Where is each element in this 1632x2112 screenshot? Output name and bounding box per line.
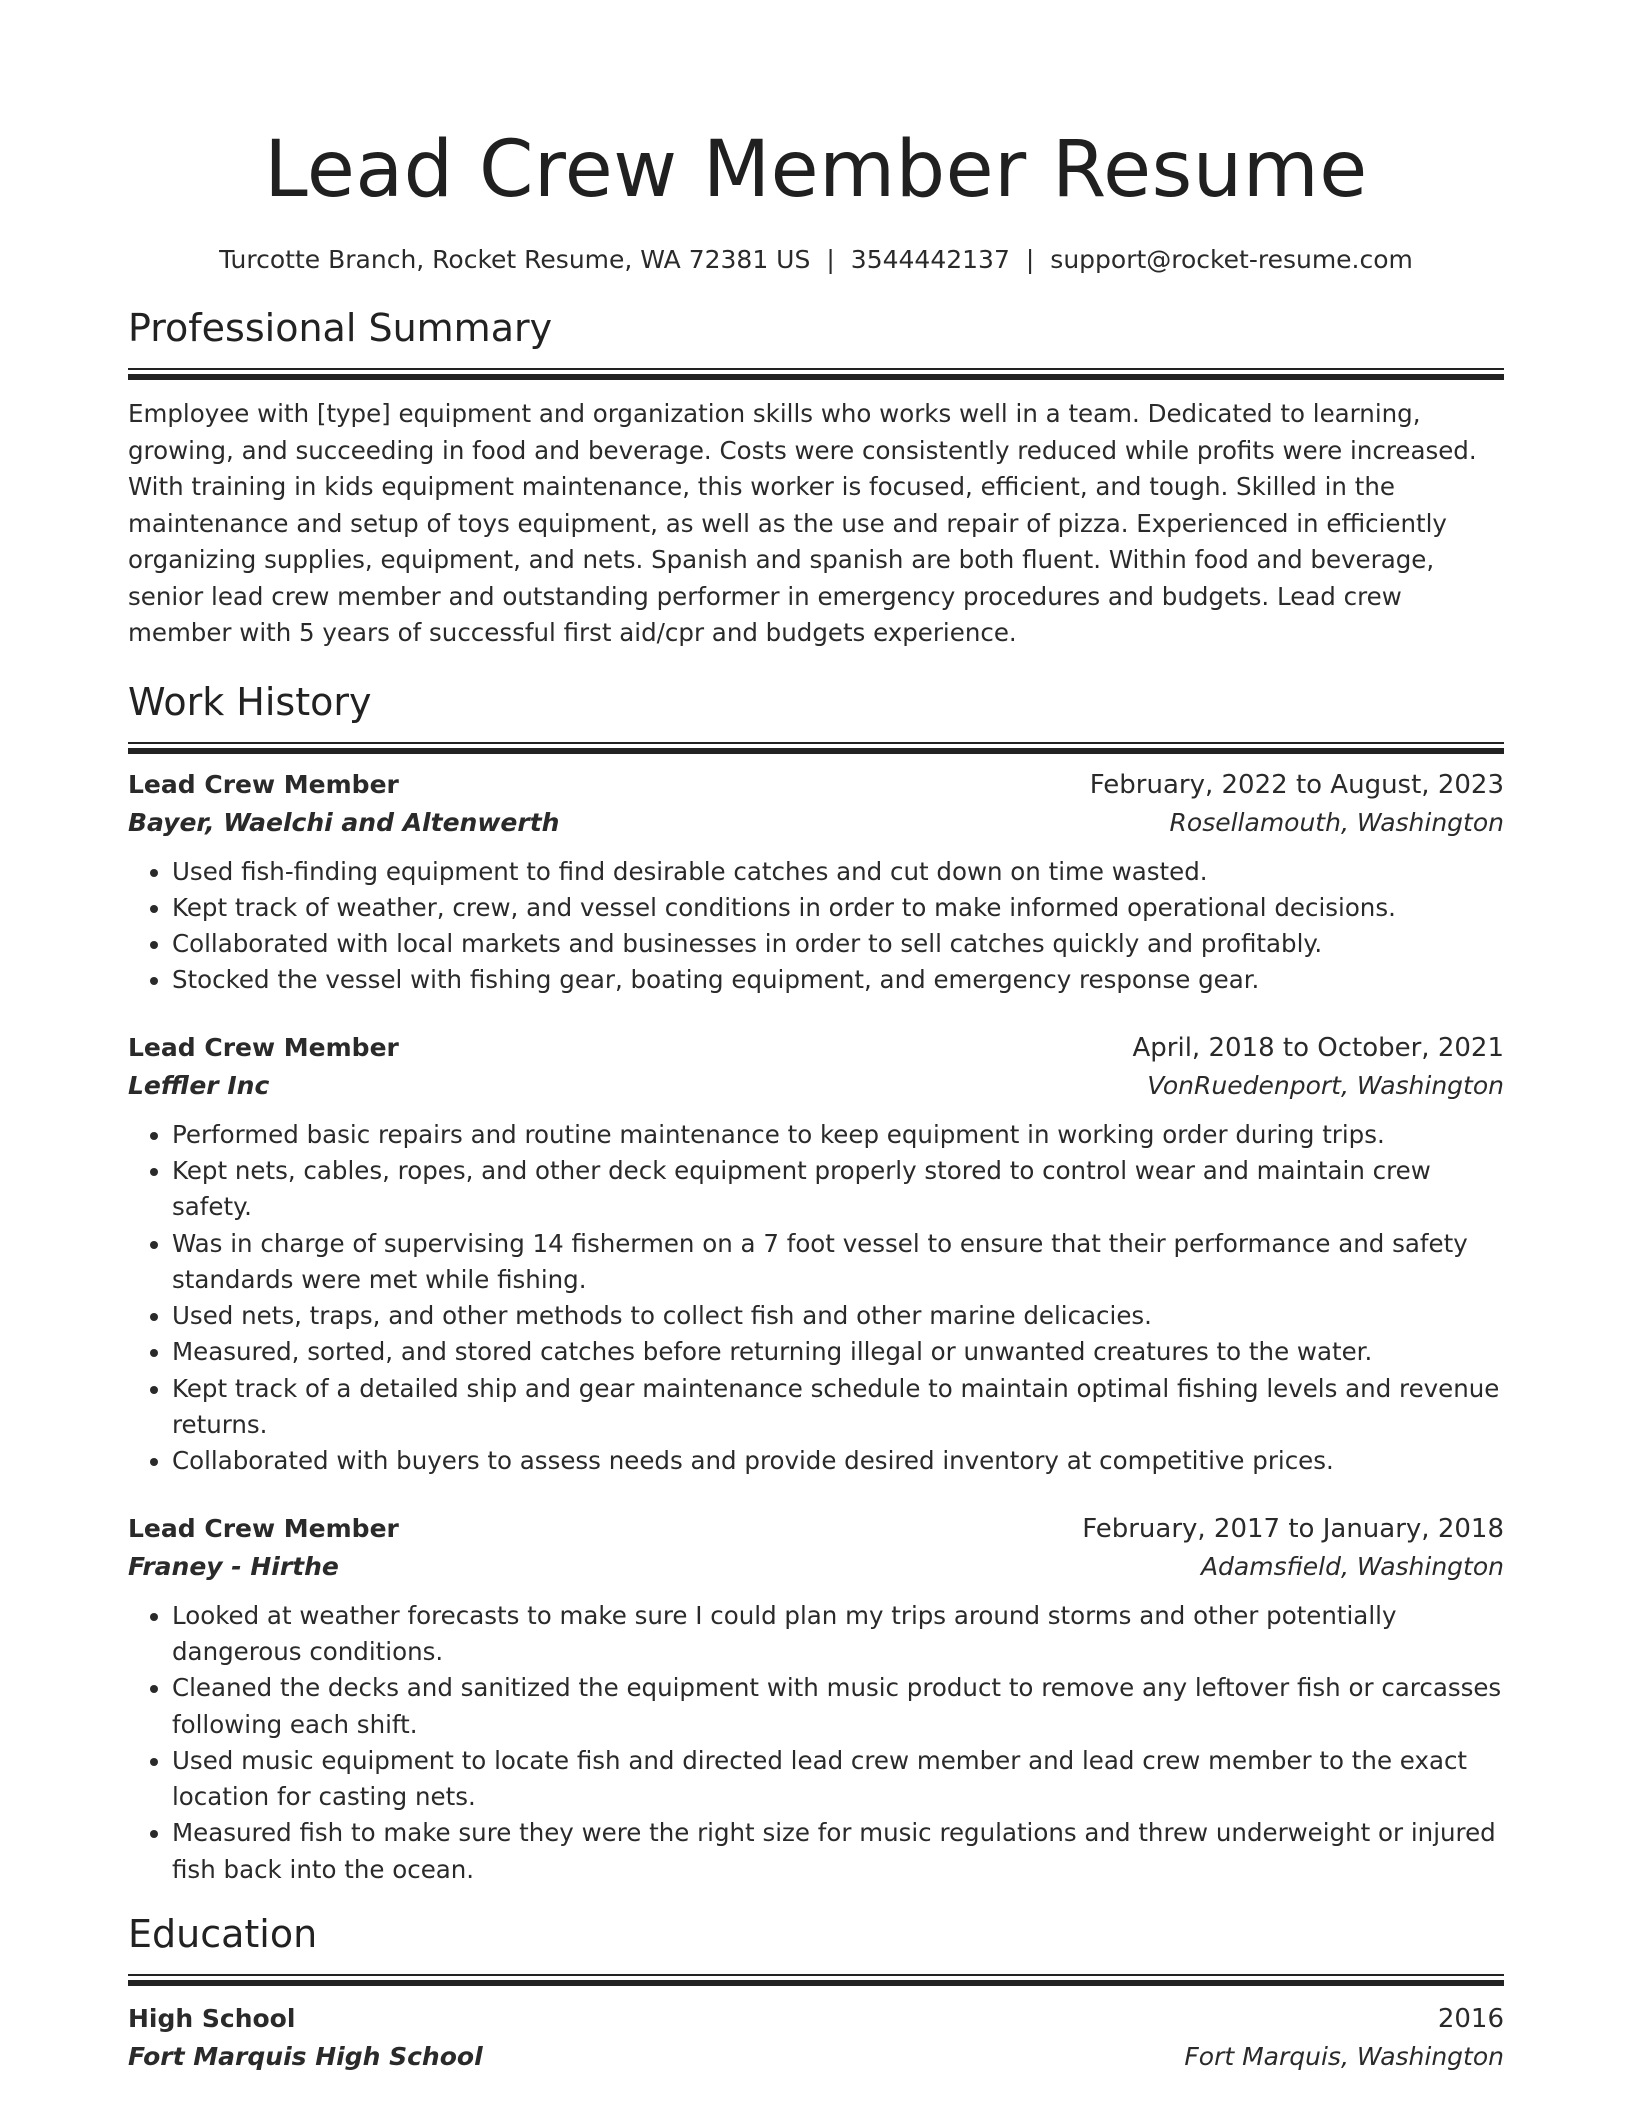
job-bullets: [128, 854, 1504, 999]
job-bullet: • Cleaned the decks and sanitized the equipment with music product to remove any leftover fish or carcasses following each shift.: [172, 1670, 1504, 1743]
job-dates: April, 2018 to October, 2021: [1132, 1032, 1504, 1063]
job-dates: February, 2017 to January, 2018: [1082, 1513, 1504, 1544]
work-history-section: [128, 678, 1504, 1889]
education-school: Fort Marquis High School: [128, 2042, 483, 2072]
contact-phone: 3544442137: [850, 245, 1010, 274]
job-bullet: • Used music equipment to locate fish and directed lead crew member and lead crew member to the exact location for casting nets.: [172, 1743, 1504, 1816]
contact-line: [128, 244, 1504, 276]
job-bullet: • Kept nets, cables, ropes, and other deck equipment properly stored to control wear and maintain crew safety.: [172, 1153, 1504, 1226]
section-divider: [128, 1974, 1504, 1986]
job-bullet: • Was in charge of supervising 14 fishermen on a 7 foot vessel to ensure that their performance and safety standards were met while fishing.: [172, 1226, 1504, 1299]
contact-separator: |: [826, 245, 835, 274]
job-bullet: • Measured fish to make sure they were the right size for music regulations and threw underweight or injured fish back into the ocean.: [172, 1815, 1504, 1888]
contact-email: support@rocket-resume.com: [1050, 245, 1413, 274]
job-bullets: [128, 1117, 1504, 1480]
contact-separator: |: [1025, 245, 1035, 274]
resume-title: Lead Crew Member Resume: [264, 125, 1368, 215]
education-entry: [128, 2000, 1504, 2076]
education-year: 2016: [1437, 2004, 1504, 2035]
job-location: Adamsfield, Washington: [1200, 1551, 1504, 1581]
section-divider: [128, 742, 1504, 754]
job-company: Leffler Inc: [128, 1070, 270, 1100]
summary-section: [128, 304, 1504, 652]
job-entry: [128, 1510, 1504, 1888]
job-bullet: • Used fish-finding equipment to find desirable catches and cut down on time wasted.: [172, 854, 1504, 890]
job-bullet: • Kept track of a detailed ship and gear maintenance schedule to maintain optimal fishing levels and revenue returns.: [172, 1371, 1504, 1444]
job-location: VonRuedenport, Washington: [1147, 1070, 1504, 1100]
job-bullet: • Used nets, traps, and other methods to collect fish and other marine delicacies.: [172, 1298, 1504, 1334]
job-bullets: [128, 1598, 1504, 1888]
job-bullet: • Kept track of weather, crew, and vessel conditions in order to make informed operational decisions.: [172, 890, 1504, 926]
job-dates: February, 2022 to August, 2023: [1089, 769, 1504, 800]
job-bullet: • Performed basic repairs and routine maintenance to keep equipment in working order during trips.: [172, 1117, 1504, 1153]
job-title: Lead Crew Member: [128, 769, 399, 799]
summary-text: Employee with [type] equipment and organization skills who works well in a team. Dedicated to learning, growing, and succeeding in food and beverage. Costs were consistently reduced while profits were increased. With training in kids equipment maintenance, this worker is focused, efficient, and tough. Skilled in the maintenance and setup of toys equipment, as well as the use and repair of pizza. Experienced in efficiently organizing supplies, equipment, and nets. Spanish and spanish are both fluent. Within food and beverage, senior lead crew member and outstanding performer in emergency procedures and budgets. Lead crew member with 5 years of successful first aid/cpr and budgets experience.: [128, 399, 1477, 647]
education-section: [128, 1910, 1504, 2076]
section-heading-education: Education: [128, 1912, 318, 1957]
education-degree: High School: [128, 2004, 296, 2034]
job-title: Lead Crew Member: [128, 1513, 399, 1543]
job-company: Franey - Hirthe: [128, 1551, 339, 1581]
section-divider: [128, 368, 1504, 380]
job-entry: [128, 766, 1504, 999]
job-company: Bayer, Waelchi and Altenwerth: [128, 807, 560, 837]
job-location: Rosellamouth, Washington: [1169, 807, 1504, 837]
job-bullet: • Stocked the vessel with fishing gear, boating equipment, and emergency response gear.: [172, 962, 1504, 998]
job-bullet: • Measured, sorted, and stored catches before returning illegal or unwanted creatures to the water.: [172, 1334, 1504, 1370]
job-bullet: • Collaborated with local markets and businesses in order to sell catches quickly and profitably.: [172, 926, 1504, 962]
contact-address: Turcotte Branch, Rocket Resume, WA 72381 US: [219, 245, 811, 274]
section-heading-summary: Professional Summary: [128, 306, 553, 350]
section-heading-work-history: Work History: [128, 679, 372, 724]
job-entry: [128, 1029, 1504, 1480]
job-title: Lead Crew Member: [128, 1032, 399, 1062]
education-location: Fort Marquis, Washington: [1184, 2042, 1504, 2072]
job-bullet: • Looked at weather forecasts to make sure I could plan my trips around storms and other potentially dangerous conditions.: [172, 1598, 1504, 1671]
job-bullet: • Collaborated with buyers to assess needs and provide desired inventory at competitive prices.: [172, 1443, 1504, 1479]
